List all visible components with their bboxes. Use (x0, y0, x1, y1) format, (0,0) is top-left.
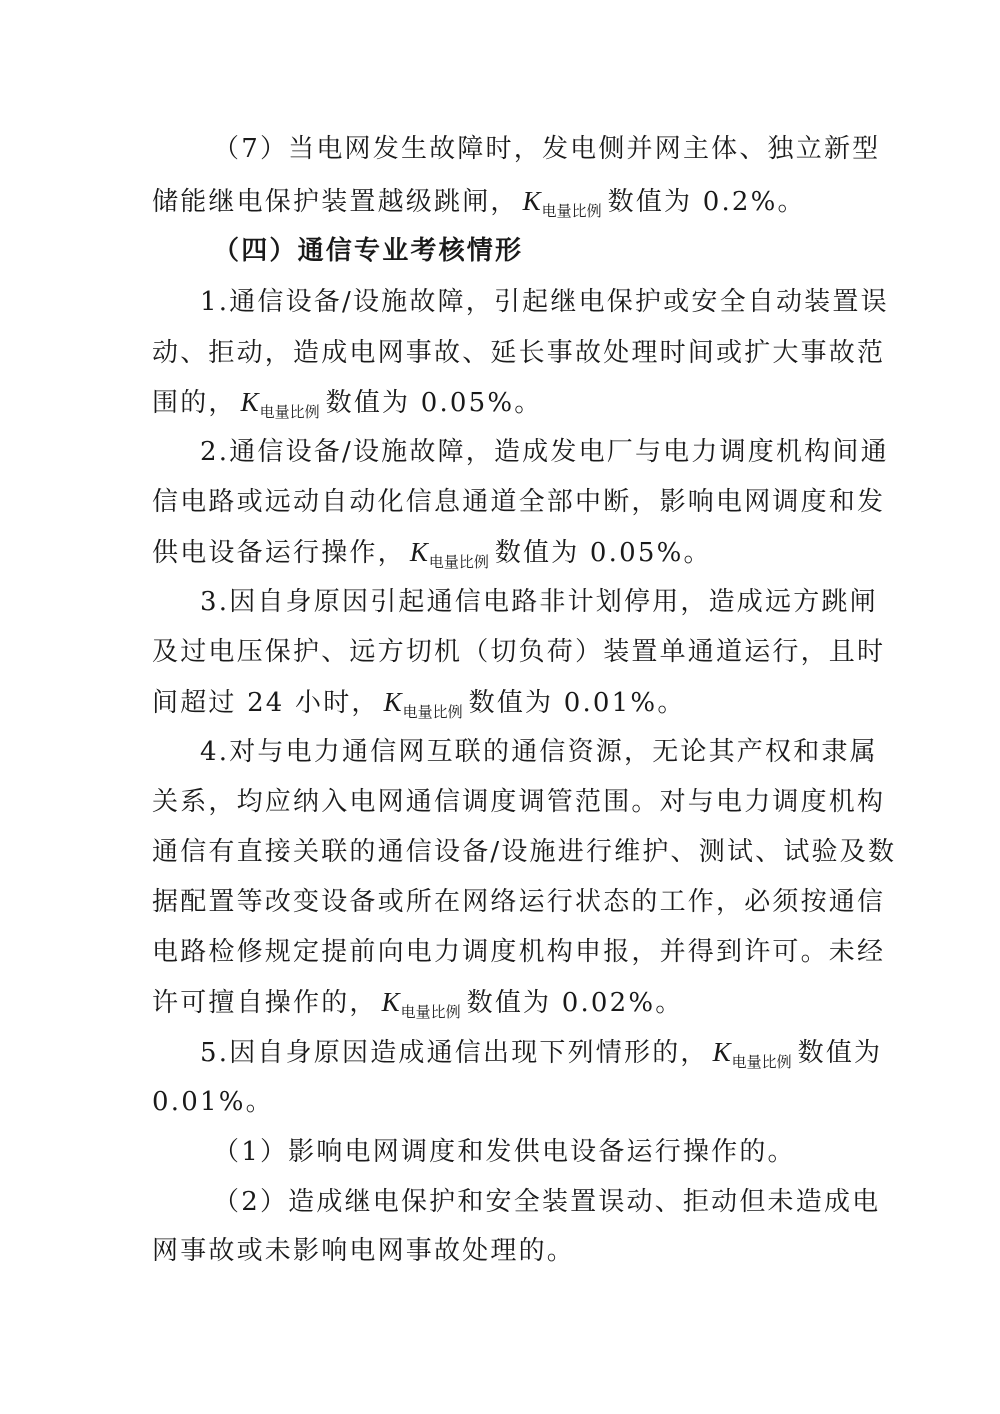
line-text: 1.通信设备/设施故障，引起继电保护或安全自动装置误 (200, 287, 889, 317)
paragraph-line (152, 680, 686, 724)
paragraph-line (200, 280, 889, 324)
k-coefficient: $K_{电量比例}$ (712, 1037, 792, 1071)
paragraph-line (152, 530, 712, 574)
paragraph-line (152, 1080, 274, 1124)
line-text: 数值为 0.05%。 (325, 388, 543, 418)
line-text: 网事故或未影响电网事故处理的。 (152, 1236, 576, 1266)
line-text: 数值为 (797, 1038, 883, 1068)
paragraph-line (200, 1030, 882, 1074)
line-text: 关系，均应纳入电网通信调度调管范围。对与电力调度机构 (152, 787, 886, 817)
paragraph-line (152, 1229, 575, 1273)
line-text: 围的， (152, 388, 237, 418)
paragraph-line (152, 630, 885, 674)
paragraph-line (200, 430, 889, 474)
line-text: 供电设备运行操作， (152, 538, 406, 568)
line-text: 许可擅自操作的， (152, 988, 378, 1018)
line-text: 4.对与电力通信网互联的通信资源，无论其产权和隶属 (200, 737, 878, 767)
line-text: （7）当电网发生故障时，发电侧并网主体、独立新型 (213, 134, 881, 164)
paragraph-line (152, 880, 885, 924)
k-coefficient: $K_{电量比例}$ (240, 387, 320, 421)
paragraph-line (213, 127, 880, 171)
paragraph-line (200, 730, 878, 774)
k-coefficient: $K_{电量比例}$ (381, 987, 461, 1021)
line-text: 储能继电保护装置越级跳闸， (152, 187, 519, 217)
line-text: 通信有直接关联的通信设备/设施进行维护、测试、试验及数 (152, 837, 897, 867)
paragraph-line (200, 580, 878, 624)
paragraph-line (213, 1130, 796, 1174)
line-text: 2.通信设备/设施故障，造成发电厂与电力调度机构间通 (200, 437, 889, 467)
k-coefficient: $K_{电量比例}$ (522, 186, 602, 220)
line-text: 数值为 0.05%。 (494, 538, 712, 568)
section-heading (213, 229, 523, 273)
line-text: 数值为 0.01%。 (468, 688, 686, 718)
line-text: 0.01%。 (152, 1087, 274, 1117)
line-text: （四）通信专业考核情形 (213, 236, 524, 266)
line-text: 据配置等改变设备或所在网络运行状态的工作，必须按通信 (152, 887, 886, 917)
paragraph-line (152, 380, 543, 424)
line-text: 间超过 24 小时， (152, 688, 380, 718)
paragraph-line (152, 780, 885, 824)
paragraph-line (213, 1180, 880, 1224)
line-text: 5.因自身原因造成通信出现下列情形的， (200, 1038, 709, 1068)
line-text: 3.因自身原因引起通信电路非计划停用，造成远方跳闸 (200, 587, 878, 617)
paragraph-line (152, 179, 806, 223)
paragraph-line (152, 980, 684, 1024)
paragraph-line (152, 930, 885, 974)
paragraph-line (152, 830, 896, 874)
line-text: 及过电压保护、远方切机（切负荷）装置单通道运行，且时 (152, 637, 886, 667)
line-text: 动、拒动，造成电网事故、延长事故处理时间或扩大事故范 (152, 338, 886, 368)
line-text: （2）造成继电保护和安全装置误动、拒动但未造成电 (213, 1187, 881, 1217)
line-text: 信电路或远动自动化信息通道全部中断，影响电网调度和发 (152, 487, 886, 517)
paragraph-line (152, 331, 885, 375)
line-text: 数值为 0.02%。 (466, 988, 684, 1018)
paragraph-line (152, 480, 885, 524)
line-text: 数值为 0.2%。 (607, 187, 806, 217)
k-coefficient: $K_{电量比例}$ (409, 537, 489, 571)
k-coefficient: $K_{电量比例}$ (383, 687, 463, 721)
line-text: 电路检修规定提前向电力调度机构申报，并得到许可。未经 (152, 937, 886, 967)
line-text: （1）影响电网调度和发供电设备运行操作的。 (213, 1137, 796, 1167)
